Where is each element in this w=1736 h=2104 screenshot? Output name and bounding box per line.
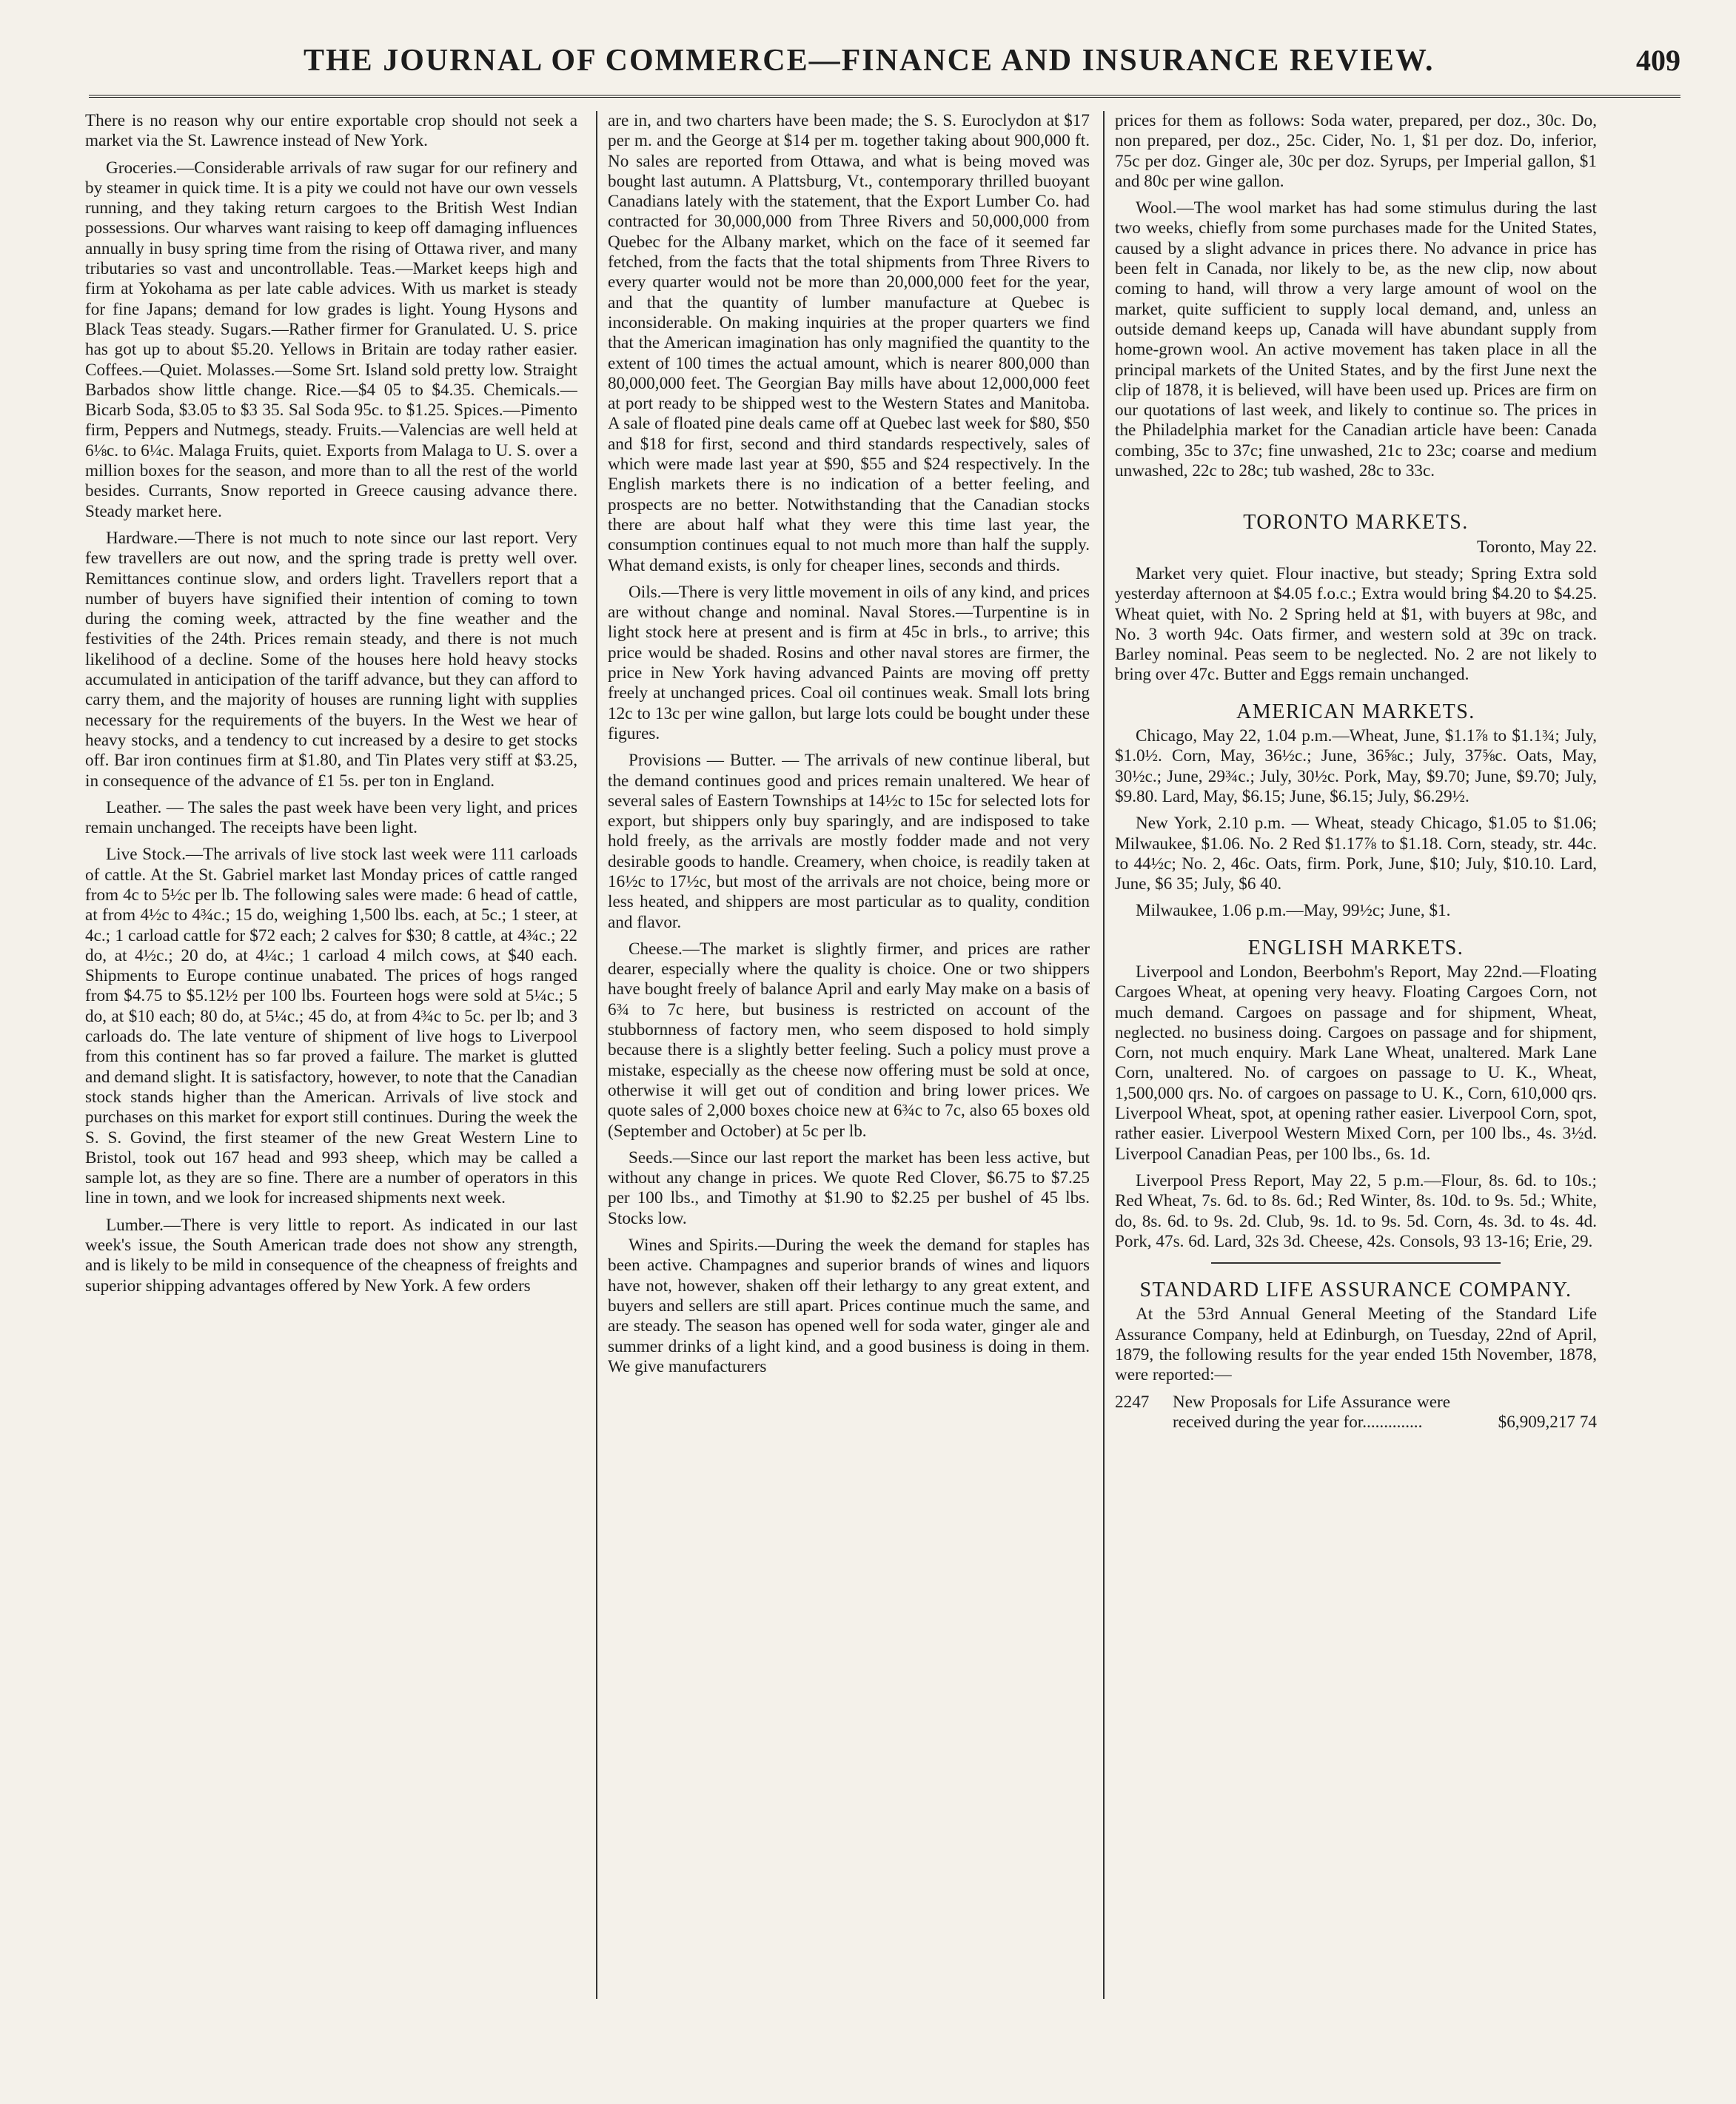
- column-3: [1103, 111, 1597, 1999]
- milwaukee-paragraph: Milwaukee, 1.06 p.m.—May, 99½c; June, $1.: [1136, 901, 1451, 921]
- proposal-count: 2247: [1115, 1392, 1150, 1412]
- intro-paragraph: There is no reason why our entire exportable crop should not seek a market via the St. Lawrence instead of New York.: [85, 111, 577, 151]
- page-header: [89, 43, 1680, 87]
- column-1: [85, 111, 577, 1999]
- standard-life-paragraph: At the 53rd Annual General Meeting of the Standard Life Assurance Company, held at Edinburgh, on Tuesday, 22nd of April, 1879, the following results for the year ended 15th November, 1878, were reported:—: [1115, 1304, 1597, 1385]
- proposal-amount: $6,909,217 74: [1498, 1412, 1597, 1432]
- lumber-continued-paragraph: are in, and two charters have been made; the S. S. Euroclydon at $17 per m. and the George at $14 per m. together taking about 900,000 ft. No sales are reported from Ottawa, and what is being moved was bought last autumn. A Plattsburg, Vt., contemporary thrilled buoyant Canadians lately with the statement, that the Export Lumber Co. had contracted for 30,000,000 from Three Rivers and 50,000,000 from Quebec for the Albany market, which on the face of it seemed far fetched, from the facts that the total shipments from Three Rivers to every quarter would not be more than 20,000,000 feet for the year, and that the quantity of lumber manufacture at Quebec is inconsiderable. On making inquiries at the proper quarters we find that the American imagination has only magnified the quantity to the extent of 100 times the actual amount, which is nearer 800,000 than 80,000,000 feet. The Georgian Bay mills have about 12,000,000 feet at port ready to be shipped west to the Western States and Manitoba. A sale of floated pine deals came off at Quebec last week for $80, $50 and $18 for first, second and third standards respectively, sales of which were made last year at $90, $55 and $24 respectively. In the English markets there is no indication of a better feeling, and prospects are no better. Notwithstanding that the Canadian stocks there are about half what they were this time last year, the consumption continues equal to not much more than half the supply. What demand exists, is only for cheaper lines, seconds and thirds.: [608, 111, 1090, 575]
- proposals-line: [1115, 1393, 1597, 1433]
- page-number: 409: [1636, 44, 1680, 77]
- cheese-paragraph: Cheese.—The market is slightly firmer, and prices are rather dearer, especially where the quality is choice. One or two shippers have bought freely of balance April and early May make on a basis of 6¾ to 7c here, but business is restricted on account of the stubbornness of factory men, who seem disposed to hold simply because there is a slightly better feeling. Such a policy must prove a mistake, especially as the cheese now offering must be sold at once, otherwise it will get out of condition and bring lower prices. We quote sales of 2,000 boxes choice new at 6¾c to 7c, also 65 boxes old (September and October) at 5c per lb.: [608, 939, 1090, 1141]
- column-2: [596, 111, 1090, 1999]
- hardware-paragraph: Hardware.—There is not much to note since our last report. Very few travellers are out now, and the spring trade is pretty well over. Remittances continue slow, and orders light. Travellers report that a number of buyers have signified their intention of coming to town during the coming week, attracted by the fine weather and the festivities of the 24th. Prices remain steady, and there is not much likelihood of a decline. Some of the houses here hold heavy stocks accumulated in anticipation of the tariff advance, but they can afford to carry them, and the majority of houses are running light with supplies necessary for the requirements of the buyers. In the West we hear of heavy stocks, and a tendency to cut increased by a desire to get stocks off. Bar iron continues firm at $1.80, and Tin Plates very stiff at $3.25, in consequence of the advance of £1 5s. per ton in England.: [85, 528, 577, 791]
- groceries-paragraph: Groceries.—Considerable arrivals of raw sugar for our refinery and by steamer in quick time. It is a pity we could not have our own vessels running, and they taking return cargoes to the British West Indian possessions. Our wharves want raising to keep off damaging influences annually in busy spring time from the rising of Ottawa river, and many tributaries so vast and uncontrollable. Teas.—Market keeps high and firm at Yokohama as per late cable advices. With us market is steady for fine Japans; demand for low grades is light. Young Hysons and Black Teas steady. Sugars.—Rather firmer for Granulated. U. S. price has got up to about $5.20. Yellows in Britain are today rather easier. Coffees.—Quiet. Molasses.—Some Srt. Island sold pretty low. Straight Barbados show little change. Rice.—$4 05 to $4.35. Chemicals.—Bicarb Soda, $3.05 to $3 35. Sal Soda 95c. to $1.25. Spices.—Pimento firm, Peppers and Nutmegs, steady. Fruits.—Valencias are well held at 6⅛c. to 6¼c. Malaga Fruits, quiet. Exports from Malaga to U. S. over a million boxes for the season, and more than to all the rest of the world besides. Currants, Snow reported in Greece causing advance there. Steady market here.: [85, 158, 577, 521]
- section-divider: [1211, 1262, 1501, 1264]
- oils-paragraph: Oils.—There is very little movement in oils of any kind, and prices are without change and nominal. Naval Stores.—Turpentine is in light stock here at present and is firm at 45c in brls., to arrive; this price would be shaded. Rosins and other naval stores are firmer, the price in New York having advanced Paints are moving off pretty freely at unchanged prices. Coal oil continues weak. Small lots bring 12c to 13c per wine gallon, but large lots could be bought under these figures.: [608, 582, 1090, 743]
- new-york-paragraph: New York, 2.10 p.m. — Wheat, steady Chicago, $1.05 to $1.06; Milwaukee, $1.06. No. 2 Red $1.17⅞ to $1.18. Corn, steady, str. 44c. to 44½c; No. 2, 46c. Oats, firm. Pork, June, $10; July, $10.10. Lard, June, $6 35; July, $6 40.: [1115, 814, 1597, 894]
- seeds-paragraph: Seeds.—Since our last report the market has been less active, but without any change in prices. We quote Red Clover, $6.75 to $7.25 per 100 lbs., and Timothy at $1.90 to $2.25 per bushel of 45 lbs. Stocks low.: [608, 1148, 1090, 1228]
- liverpool-report-paragraph: Liverpool and London, Beerbohm's Report, May 22nd.—Floating Cargoes Wheat, at opening very heavy. Floating Cargoes Corn, not much demand. Cargoes on passage and for shipment, Wheat, neglected. no business doing. Cargoes on passage and for shipment, Corn, not much enquiry. Mark Lane Wheat, unaltered. Mark Lane Corn, unaltered. No. of cargoes on passage to U. K., Wheat, 1,500,000 qrs. No. of cargoes on passage to U. K., Corn, 610,000 qrs. Liverpool Wheat, spot, at opening rather easier. Liverpool Corn, spot, rather easier. Liverpool Western Mixed Corn, per 100 lbs., 4s. 3½d. Liverpool Canadian Peas, per 100 lbs., 6s. 1d.: [1115, 962, 1597, 1164]
- standard-life-heading: STANDARD LIFE ASSURANCE COMPANY.: [1139, 1279, 1572, 1302]
- header-rule: [89, 95, 1680, 98]
- proposal-text: New Proposals for Life Assurance were received during the year for..............: [1173, 1392, 1450, 1432]
- toronto-dateline: Toronto, May 22.: [1477, 537, 1597, 557]
- wool-paragraph: Wool.—The wool market has had some stimulus during the last two weeks, chiefly from some purchases made for the United States, caused by a slight advance in prices there. No advance in price has been felt in Canada, nor likely to be, as the new clip, now about coming to hand, will throw a very large amount of wool on the market, quite sufficient to supply local demand, and, unless an outside demand keeps up, Canada will have abundant supply from home-grown wool. An active movement has taken place in all the principal markets of the United States, and by the first June next the clip of 1878, it is believed, will have been used up. Prices are firm on our quotations of last week, and likely to continue so. The prices in the Philadelphia market for the Canadian article have been: Canada combing, 35c to 37c; fine unwashed, 21c to 23c; coarse and medium unwashed, 22c to 28c; tub washed, 28c to 33c.: [1115, 198, 1597, 481]
- toronto-markets-heading: TORONTO MARKETS.: [1243, 511, 1469, 535]
- chicago-paragraph: Chicago, May 22, 1.04 p.m.—Wheat, June, $1.1⅞ to $1.1¾; July, $1.0½. Corn, May, 36½c.; June, 36⅝c.; July, 37⅝c. Oats, May, 30½c.; June, 29¾c.; July, 30½c. Pork, May, $9.70; June, $9.70; July, $9.80. Lard, May, $6.15; June, $6.15; July, $6.29½.: [1115, 726, 1597, 806]
- toronto-markets-paragraph: Market very quiet. Flour inactive, but steady; Spring Extra sold yesterday afternoon at $4.05 f.o.c.; Extra would bring $4.20 to $4.25. Wheat quiet, with No. 2 Spring held at $1, with buyers at 98c, and No. 3 worth 94c. Oats firmer, and western sold at 39c on track. Barley nominal. Peas seem to be neglected. No. 2 are not likely to bring over 47c. Butter and Eggs remain unchanged.: [1115, 563, 1597, 685]
- american-markets-heading: AMERICAN MARKETS.: [1236, 700, 1475, 723]
- livestock-paragraph: Live Stock.—The arrivals of live stock last week were 111 carloads of cattle. At the St. Gabriel market last Monday prices of cattle ranged from 4c to 5½c per lb. The following sales were made: 6 head of cattle, at from 4½c to 4¾c.; 15 do, weighing 1,500 lbs. each, at 5c.; 1 steer, at 4c.; 1 carload cattle for $72 each; 2 calves for $30; 8 cattle, at 4¾c.; 22 do, at 4½c.; 20 do, at 4¼c.; 1 carload 4 milch cows, at $40 each. Shipments to Europe continue unabated. The prices of hogs ranged from $4.75 to $5.12½ per 100 lbs. Fourteen hogs were sold at 5¼c.; 5 do, at $10 each; 80 do, at 5¼c.; 45 do, at from 4¾c to 5c. per lb; and 3 carloads do. The late venture of shipment of live hogs to Liverpool from this continent has so far proved a failure. The market is glutted and demand slight. It is satisfactory, however, to note that the Canadian stock stands higher than the American. Arrivals of live stock and purchases on this market for export still continues. During the week the S. S. Govind, the first steamer of the new Great Western Line to Bristol, took out 167 head and 993 sheep, which may be called a sample lot, as they are so fine. There are a number of operators in this line in town, and we look for increased shipments next week.: [85, 845, 577, 1208]
- leather-paragraph: Leather. — The sales the past week have been very light, and prices remain unchanged. The receipts have been light.: [85, 797, 577, 838]
- lumber-paragraph: Lumber.—There is very little to report. As indicated in our last week's issue, the South American trade does not show any strength, and is likely to be mild in consequence of the cheapness of freights and superior shipping advantages offered by New York. A few orders: [85, 1215, 577, 1296]
- wines-continued-paragraph: prices for them as follows: Soda water, prepared, per doz., 30c. Do, non prepared, per doz., 25c. Cider, No. 1, $1 per doz. Do, inferior, 75c per doz. Ginger ale, 30c per doz. Syrups, per Imperial gallon, $1 and 80c per wine gallon.: [1115, 111, 1597, 191]
- english-markets-heading: ENGLISH MARKETS.: [1247, 936, 1464, 959]
- wines-paragraph: Wines and Spirits.—During the week the demand for staples has been active. Champagnes and superior brands of wines and liquors have not, however, shaken off their lethargy to any great extent, and buyers and sellers are still apart. Prices continue much the same, and are steady. The season has opened well for soda water, ginger ale and summer drinks of a light kind, and a good business is doing in them. We give manufacturers: [608, 1236, 1090, 1376]
- provisions-paragraph: Provisions — Butter. — The arrivals of new continue liberal, but the demand continues good and prices remain unaltered. We hear of several sales of Eastern Townships at 14½c to 15c for selected lots for export, but shippers only buy sparingly, and are indisposed to take hold freely, as the arrivals are mostly fodder made and not very desirable goods to handle. Creamery, when choice, is readily taken at 16½c to 17½c, but most of the arrivals are not choice, being more or less heated, and shippers are most particular as to quality, condition and flavor.: [608, 751, 1090, 932]
- running-title: THE JOURNAL OF COMMERCE—FINANCE AND INSURANCE REVIEW.: [304, 44, 1435, 78]
- liverpool-press-paragraph: Liverpool Press Report, May 22, 5 p.m.—Flour, 8s. 6d. to 10s.; Red Wheat, 7s. 6d. to 8s. 6d.; Red Winter, 8s. 10d. to 9s. 5d.; White, do, 8s. 6d. to 9s. 2d. Club, 9s. 1d. to 9s. 5d. Corn, 4s. 3d. to 4s. 4d. Pork, 47s. 6d. Lard, 32s 3d. Cheese, 42s. Consols, 93 13-16; Erie, 29.: [1115, 1170, 1597, 1251]
